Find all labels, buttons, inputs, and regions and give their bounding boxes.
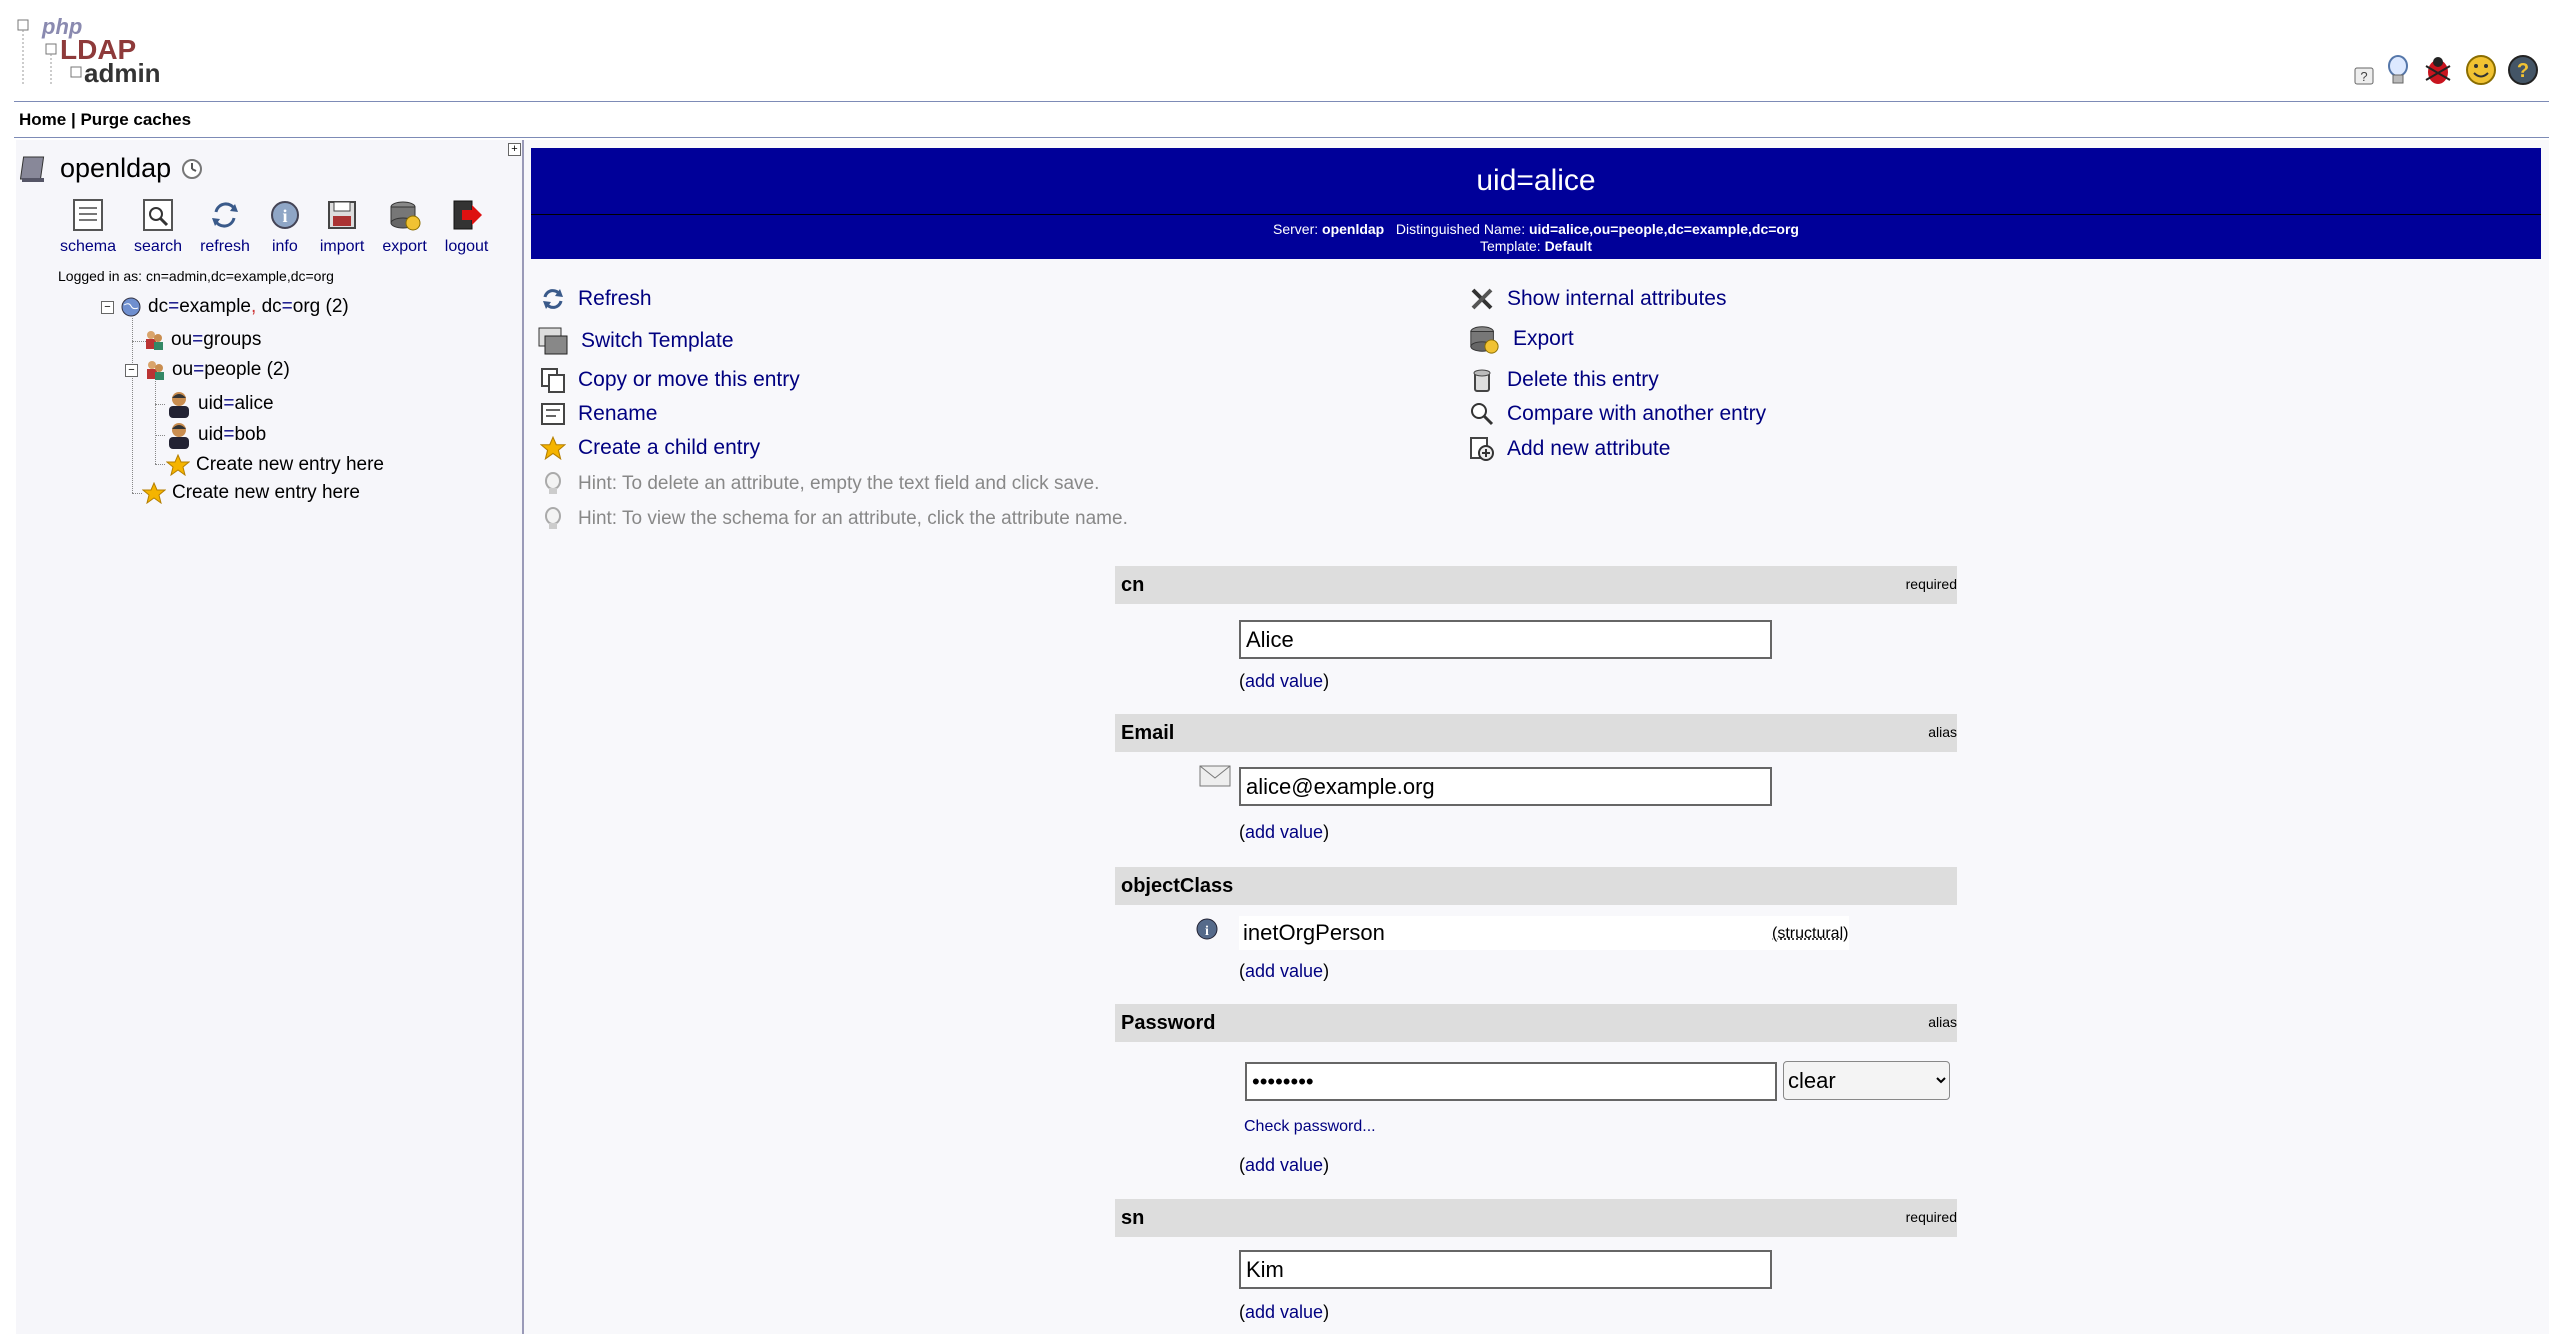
- bug-icon[interactable]: [2421, 54, 2455, 86]
- tree-line: [155, 464, 165, 465]
- tree-item-people[interactable]: [125, 359, 290, 381]
- add-value-link[interactable]: add value: [1245, 822, 1324, 842]
- help-icon[interactable]: [2353, 64, 2375, 86]
- logout-icon: [450, 198, 484, 232]
- toolbar-import[interactable]: [320, 198, 364, 256]
- toolbar-logout-label: logout: [444, 238, 489, 255]
- toolbar-schema-label: schema: [60, 238, 117, 255]
- alias-marker: alias: [1928, 1014, 1957, 1030]
- tree-alice-label[interactable]: uid=alice: [198, 393, 274, 414]
- objectclass-row: [1239, 916, 1849, 950]
- email-input[interactable]: alice@example.org: [1239, 767, 1772, 806]
- toolbar-refresh[interactable]: [200, 198, 250, 256]
- attribute-name-email[interactable]: Email: [1121, 722, 1175, 744]
- purge-caches-link[interactable]: Purge caches: [80, 110, 192, 129]
- create-child-action[interactable]: Create a child entry: [540, 436, 760, 460]
- required-marker: required: [1905, 1209, 1957, 1225]
- trash-icon: [1469, 367, 1495, 393]
- toolbar-export[interactable]: [382, 198, 426, 256]
- toolbar-refresh-label: refresh: [200, 238, 250, 255]
- toolbar-export-label: export: [382, 238, 427, 255]
- export-icon: [388, 198, 422, 232]
- hint-bulb-icon[interactable]: [2385, 54, 2411, 86]
- svg-text:admin: admin: [84, 58, 161, 88]
- info-icon[interactable]: [1195, 917, 1219, 941]
- add-attribute-action[interactable]: Add new attribute: [1469, 436, 1670, 462]
- tree-line: [132, 493, 142, 494]
- attribute-header-email: [1115, 714, 1957, 752]
- tree-line: [155, 404, 165, 405]
- alias-marker: alias: [1928, 724, 1957, 740]
- toolbar-logout[interactable]: [445, 198, 489, 256]
- cn-input[interactable]: Alice: [1239, 620, 1772, 659]
- export-icon: [1467, 323, 1501, 355]
- refresh-action[interactable]: Refresh: [540, 286, 652, 312]
- tools-icon: [1469, 286, 1495, 312]
- rename-action[interactable]: Rename: [540, 401, 657, 427]
- info-icon: [268, 198, 302, 232]
- attribute-header-password: [1115, 1004, 1957, 1042]
- clock-icon[interactable]: [181, 158, 203, 180]
- add-value-link[interactable]: add value: [1245, 1302, 1324, 1322]
- attribute-header-objectclass: [1115, 867, 1957, 905]
- tree-line: [155, 381, 156, 464]
- tree-item-groups[interactable]: [143, 329, 261, 351]
- attribute-name-password[interactable]: Password: [1121, 1012, 1216, 1034]
- cn-add-value: (add value): [1239, 671, 1330, 691]
- create-entry-label[interactable]: Create new entry here: [172, 482, 360, 503]
- hint-view-schema: Hint: To view the schema for an attribute, click the attribute name.: [540, 506, 1128, 532]
- svg-text:i: i: [282, 206, 288, 226]
- tree-collapse-toggle[interactable]: −: [125, 364, 138, 377]
- globe-icon: [120, 296, 142, 318]
- attribute-header-cn: [1115, 566, 1957, 604]
- toolbar-schema[interactable]: [60, 198, 116, 256]
- tree-item-bob[interactable]: [166, 421, 266, 449]
- sn-add-value: (add value): [1239, 1302, 1330, 1322]
- org-unit-icon: [144, 359, 166, 381]
- dn-value: uid=alice,ou=people,dc=example,dc=org: [1528, 221, 1799, 237]
- user-icon: [166, 390, 192, 418]
- refresh-icon: [540, 286, 566, 312]
- server-value: openldap: [1322, 221, 1385, 237]
- schema-icon: [71, 198, 105, 232]
- expand-panel-button[interactable]: +: [508, 143, 521, 156]
- lightbulb-icon: [540, 471, 566, 497]
- export-action[interactable]: Export: [1467, 323, 1574, 355]
- home-link[interactable]: Home: [19, 110, 67, 129]
- smiley-icon[interactable]: [2465, 54, 2497, 86]
- entry-title: uid=alice: [1476, 164, 1596, 197]
- refresh-icon: [208, 198, 242, 232]
- entry-title-box: [531, 148, 2541, 259]
- star-icon: [540, 436, 566, 460]
- tree-people-label[interactable]: ou=people (2): [172, 359, 290, 380]
- server-toolbar: [60, 198, 488, 256]
- password-hash-select[interactable]: [1783, 1061, 1950, 1100]
- password-input[interactable]: ••••••••: [1245, 1062, 1777, 1101]
- check-password-link[interactable]: Check password...: [1244, 1118, 1376, 1135]
- attribute-header-sn: [1115, 1199, 1957, 1237]
- phpldapadmin-logo: [16, 14, 176, 92]
- svg-text:i: i: [1205, 924, 1209, 939]
- tree-root-entry[interactable]: [101, 296, 349, 318]
- objectclass-add-value: (add value): [1239, 961, 1330, 981]
- delete-entry-action[interactable]: Delete this entry: [1469, 367, 1659, 393]
- tree-panel: [16, 140, 524, 1334]
- rename-icon: [540, 401, 566, 427]
- tree-create-entry-root[interactable]: [142, 482, 360, 504]
- import-icon: [325, 198, 359, 232]
- tree-collapse-toggle[interactable]: −: [101, 301, 114, 314]
- add-value-link[interactable]: add value: [1245, 961, 1324, 981]
- toolbar-search-label: search: [134, 238, 183, 255]
- sn-input[interactable]: Kim: [1239, 1250, 1772, 1289]
- search-icon: [141, 198, 175, 232]
- user-icon: [166, 421, 192, 449]
- svg-text:?: ?: [2516, 60, 2530, 82]
- create-entry-label[interactable]: Create new entry here: [196, 454, 384, 475]
- top-menu: [19, 110, 191, 130]
- tree-item-alice[interactable]: [166, 390, 274, 418]
- objectclass-value: inetOrgPerson: [1243, 920, 1385, 945]
- email-add-value: (add value): [1239, 822, 1330, 842]
- structural-label: (structural): [1772, 925, 1849, 942]
- tree-groups-label[interactable]: ou=groups: [171, 329, 262, 350]
- top-icons: [2353, 54, 2539, 86]
- entry-meta: Server: openldap Distinguished Name: uid=alice,ou=people,dc=example,dc=org Template: Default: [1273, 221, 1799, 254]
- toolbar-search[interactable]: [134, 198, 182, 256]
- compare-entry-action[interactable]: Compare with another entry: [1469, 401, 1766, 427]
- header-divider: [14, 101, 2549, 102]
- show-internal-attributes-action[interactable]: Show internal attributes: [1469, 286, 1726, 312]
- toolbar-import-label: import: [319, 238, 365, 255]
- star-icon: [142, 482, 166, 504]
- server-name[interactable]: openldap: [60, 153, 172, 183]
- tree-create-entry-people[interactable]: [166, 454, 384, 476]
- hint-delete-attribute: Hint: To delete an attribute, empty the text field and click save.: [540, 471, 1099, 497]
- tree-bob-label[interactable]: uid=bob: [198, 424, 267, 445]
- attribute-name-cn[interactable]: cn: [1121, 574, 1145, 596]
- copy-icon: [540, 367, 566, 393]
- attribute-name-sn[interactable]: sn: [1121, 1207, 1145, 1229]
- add-value-link[interactable]: add value: [1245, 1155, 1324, 1175]
- add-value-link[interactable]: add value: [1245, 671, 1324, 691]
- toolbar-info[interactable]: [268, 198, 302, 256]
- server-header: [20, 153, 203, 184]
- svg-text:LDAP: LDAP: [60, 34, 137, 65]
- menu-separator: |: [70, 110, 76, 129]
- svg-text:php: php: [42, 14, 83, 39]
- password-add-value: (add value): [1239, 1155, 1330, 1175]
- menu-divider: [14, 137, 2549, 138]
- switch-template-action[interactable]: Switch Template: [537, 326, 734, 356]
- svg-text:?: ?: [2360, 69, 2368, 84]
- required-marker: required: [1905, 576, 1957, 592]
- switch-template-icon: [537, 326, 569, 356]
- copy-move-action[interactable]: Copy or move this entry: [540, 367, 800, 393]
- tree-line: [155, 435, 165, 436]
- tree-line: [132, 318, 133, 493]
- compare-icon: [1469, 401, 1495, 427]
- org-unit-icon: [143, 329, 165, 351]
- attribute-name-objectclass[interactable]: objectClass: [1121, 875, 1234, 897]
- template-value: Default: [1544, 238, 1593, 254]
- add-attribute-icon: [1469, 436, 1495, 462]
- logged-in-as: Logged in as: cn=admin,dc=example,dc=org: [58, 268, 334, 284]
- question-icon[interactable]: [2507, 54, 2539, 86]
- tree-root-label[interactable]: dc=example, dc=org (2): [148, 296, 349, 317]
- server-icon: [20, 154, 50, 184]
- star-icon: [166, 454, 190, 476]
- toolbar-info-label: info: [271, 238, 298, 255]
- lightbulb-icon: [540, 506, 566, 532]
- mail-icon: [1199, 764, 1231, 788]
